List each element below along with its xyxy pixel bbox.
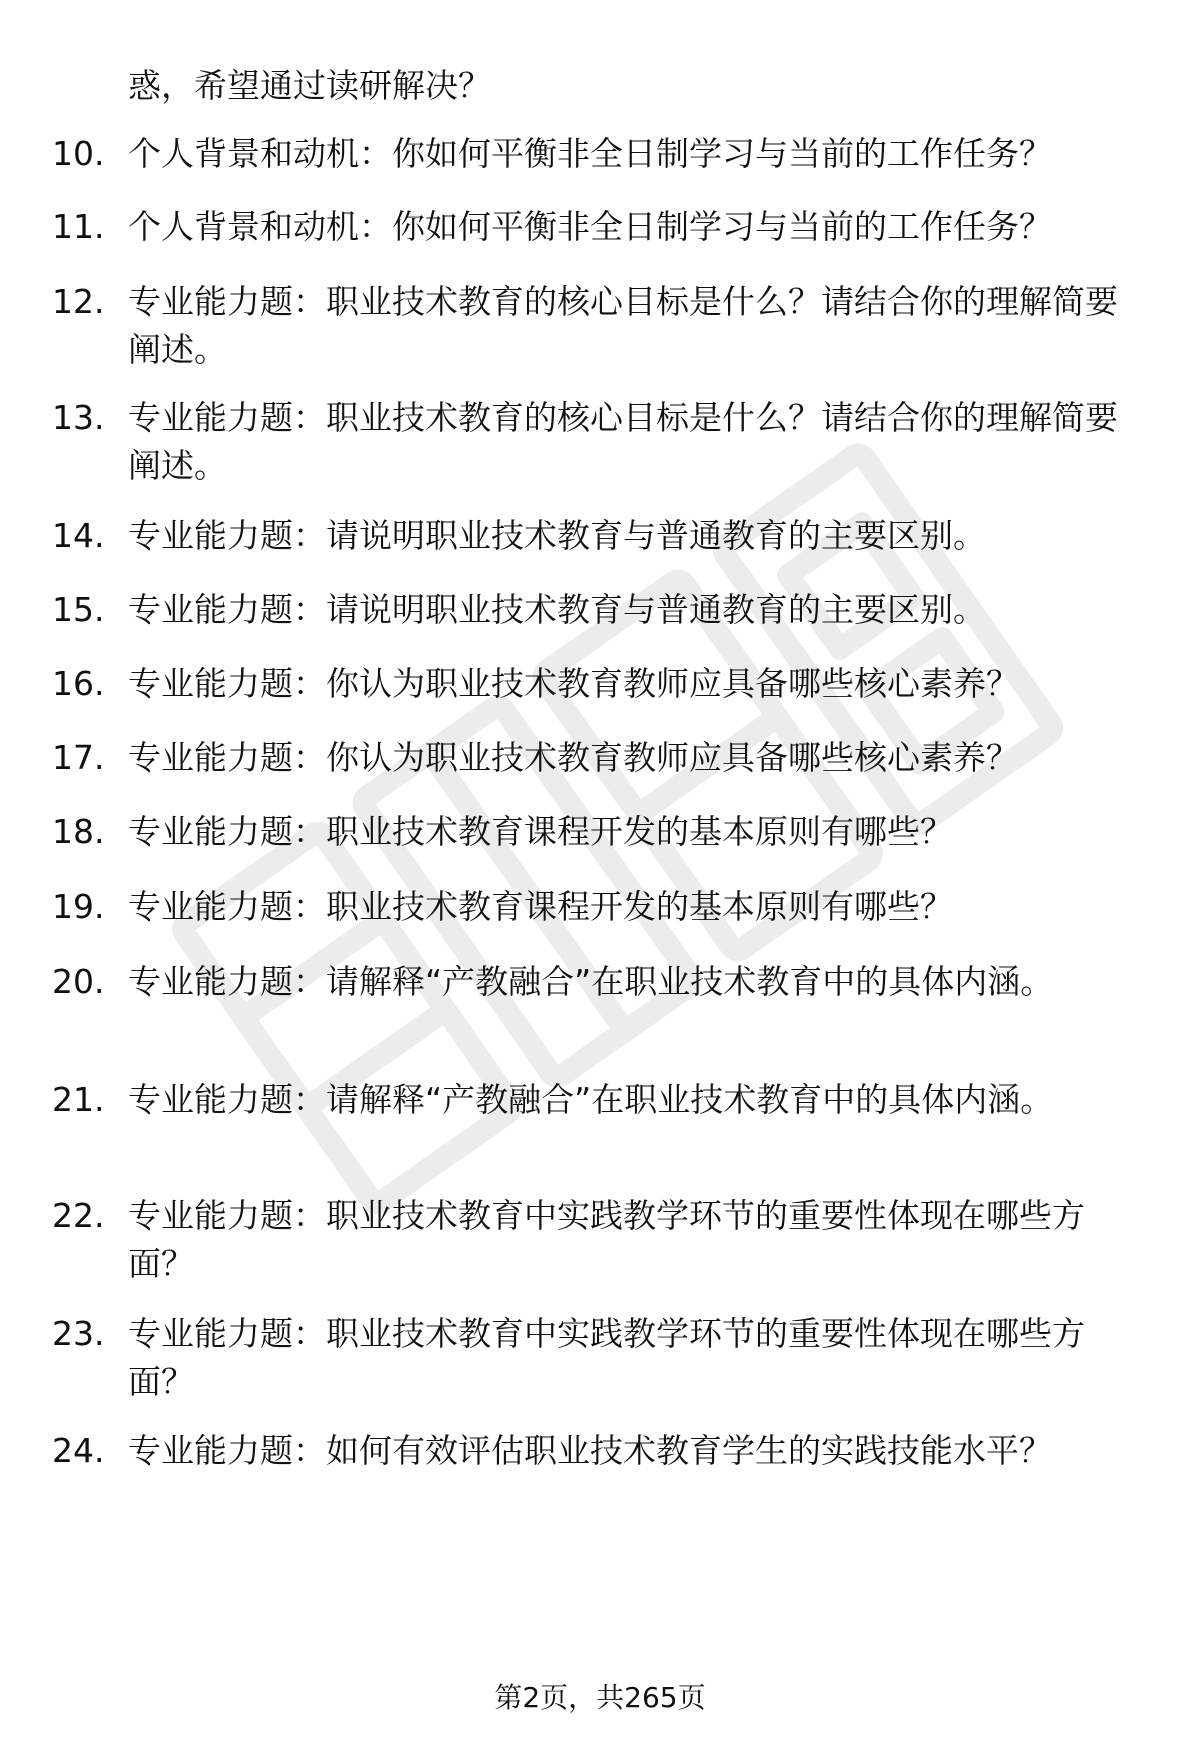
- item-text: 专业能力题：职业技术教育的核心目标是什么？请结合你的理解简要阐述。: [128, 398, 1118, 485]
- list-item: [52, 278, 1152, 374]
- item-number: 14.: [52, 516, 105, 555]
- list-item: [52, 203, 1152, 251]
- list-item: [52, 958, 1152, 1006]
- list-item: [52, 586, 1152, 634]
- list-item: [52, 512, 1152, 560]
- list-item: [52, 1192, 1152, 1288]
- item-number: 18.: [52, 812, 105, 851]
- list-item: [52, 1427, 1152, 1475]
- list-item: [52, 660, 1152, 708]
- item-text: 专业能力题：如何有效评估职业技术教育学生的实践技能水平？: [128, 1431, 1052, 1470]
- list-item: [52, 808, 1152, 856]
- item-number: 17.: [52, 738, 105, 777]
- item-number: 21.: [52, 1080, 105, 1119]
- item-text: 专业能力题：请解释“产教融合”在职业技术教育中的具体内涵。: [128, 962, 1054, 1001]
- item-number: 22.: [52, 1196, 105, 1235]
- item-text: 个人背景和动机：你如何平衡非全日制学习与当前的工作任务？: [128, 134, 1052, 173]
- page-footer: 第2页，共265页: [494, 1681, 706, 1714]
- item-text: 专业能力题：职业技术教育的核心目标是什么？请结合你的理解简要阐述。: [128, 282, 1118, 369]
- item-number: 12.: [52, 282, 105, 321]
- item-number: 23.: [52, 1314, 105, 1353]
- item-text: 专业能力题：你认为职业技术教育教师应具备哪些核心素养？: [128, 664, 1019, 703]
- continuation-text: 惑，希望通过读研解决？: [128, 66, 491, 105]
- item-text: 专业能力题：请解释“产教融合”在职业技术教育中的具体内涵。: [128, 1080, 1054, 1119]
- item-number: 15.: [52, 590, 105, 629]
- item-text: 专业能力题：职业技术教育中实践教学环节的重要性体现在哪些方面？: [128, 1196, 1085, 1283]
- list-item: [52, 734, 1152, 782]
- item-number: 24.: [52, 1431, 105, 1470]
- item-text: 专业能力题：职业技术教育课程开发的基本原则有哪些？: [128, 812, 953, 851]
- item-text: 专业能力题：职业技术教育课程开发的基本原则有哪些？: [128, 887, 953, 926]
- list-item: [52, 130, 1152, 178]
- item-number: 19.: [52, 887, 105, 926]
- item-number: 11.: [52, 207, 105, 246]
- item-text: 专业能力题：职业技术教育中实践教学环节的重要性体现在哪些方面？: [128, 1314, 1085, 1401]
- item-text: 专业能力题：你认为职业技术教育教师应具备哪些核心素养？: [128, 738, 1019, 777]
- item-text: 专业能力题：请说明职业技术教育与普通教育的主要区别。: [128, 590, 986, 629]
- item-number: 13.: [52, 398, 105, 437]
- list-item: [52, 394, 1152, 490]
- list-item: [52, 883, 1152, 931]
- item-number: 20.: [52, 962, 105, 1001]
- item-number: 16.: [52, 664, 105, 703]
- item-text: 专业能力题：请说明职业技术教育与普通教育的主要区别。: [128, 516, 986, 555]
- item-number: 10.: [52, 134, 105, 173]
- list-item: [52, 1310, 1152, 1406]
- list-item: [52, 1076, 1152, 1124]
- item-text: 个人背景和动机：你如何平衡非全日制学习与当前的工作任务？: [128, 207, 1052, 246]
